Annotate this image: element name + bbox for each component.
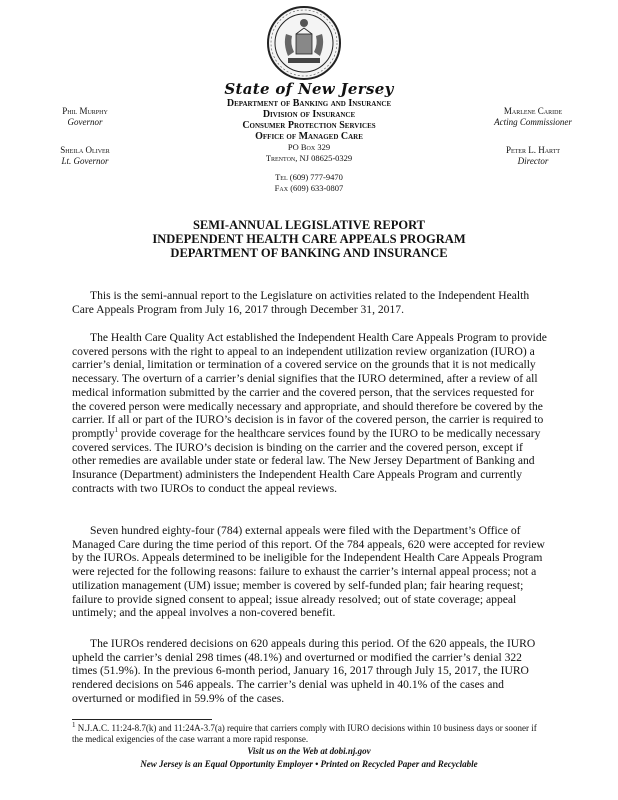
footnote bbox=[72, 723, 548, 745]
lt-governor-title: Lt. Governor bbox=[61, 156, 109, 166]
department-block bbox=[150, 98, 468, 194]
office-name: Office of Managed Care bbox=[255, 131, 363, 142]
footer-website: Visit us on the Web at dobi.nj.gov bbox=[247, 746, 371, 756]
department-name: Department of Banking and Insurance bbox=[226, 98, 392, 109]
commissioner-title: Acting Commissioner bbox=[494, 117, 572, 127]
telephone: Tel (609) 777-9470 bbox=[275, 172, 343, 182]
lt-governor-block bbox=[30, 145, 140, 167]
fax: Fax (609) 633-0807 bbox=[274, 183, 344, 193]
division-name: Division of Insurance bbox=[262, 109, 356, 120]
governor-title: Governor bbox=[67, 117, 103, 127]
footnote-divider bbox=[72, 719, 212, 720]
services-name: Consumer Protection Services bbox=[242, 120, 376, 131]
director-name: Peter L. Hartt bbox=[505, 145, 561, 155]
po-box: PO Box 329 bbox=[287, 142, 331, 152]
footer-statement: New Jersey is an Equal Opportunity Employer • Printed on Recycled Paper and Recyclable bbox=[140, 759, 478, 769]
report-title-line2: INDEPENDENT HEALTH CARE APPEALS PROGRAM bbox=[152, 232, 466, 246]
report-title-line3: DEPARTMENT OF BANKING AND INSURANCE bbox=[170, 246, 448, 260]
governor-name: Phil Murphy bbox=[62, 106, 108, 116]
paragraph-intro: This is the semi-annual report to the Legislature on activities related to the Independent Health Care Appeals Program from July 16, 2017 through December 31, 2017. bbox=[72, 289, 530, 316]
governor-block bbox=[30, 106, 140, 128]
paragraph-program-part1: The Health Care Quality Act established the Independent Health Care Appeals Program to provide covered persons with the right to appeal to an independent utilization review organization (IURO) a carrier’s denial, limitation or termination of a covered service on the grounds that it is not medically necessary. The overturn of a carrier’s denial signifies that the IURO determined, after a review of all medical information submitted by the carrier and the covered person, that the services requested for the covered person were medically necessary and appropriate, and should therefore be covered by the carrier. If all or part of the IURO’s decision is in favor of the covered person, the carrier is required to promptly bbox=[72, 331, 547, 440]
paragraph-appeals-filed: Seven hundred eighty-four (784) external appeals were filed with the Department’s Office of Managed Care during the time period of this report. Of the 784 appeals, 620 were accepted for review by the IUROs. Appeals determined to be ineligible for the Independent Health Care Appeals Program were rejected for the following reasons: failure to exhaust the carrier’s internal appeal process; not a utilization management (UM) issue; member is covered by self-funded plan; fair hearing request; failure to provide signed consent to appeal; issue already resolved; out of state coverage; appeal untimely; and the appeal involves a non-covered benefit. bbox=[72, 524, 545, 620]
report-title bbox=[0, 218, 618, 260]
state-title: State of New Jersey bbox=[224, 80, 394, 98]
commissioner-block bbox=[468, 106, 598, 128]
report-title-line1: SEMI-ANNUAL LEGISLATIVE REPORT bbox=[192, 218, 425, 232]
director-title: Director bbox=[517, 156, 549, 166]
lt-governor-name: Sheila Oliver bbox=[60, 145, 110, 155]
paragraph-program-part2: provide coverage for the healthcare services found by the IURO to be medically necessary covered services. The IURO’s decision is binding on the carrier and the covered person, except if other remedies are available under state or federal law. The New Jersey Department of Banking and Insurance (Department) administers the Independent Health Care Appeals Program and currently contracts with two IUROs to conduct the appeal reviews. bbox=[72, 426, 541, 495]
footnote-reference[interactable]: 1 bbox=[114, 426, 119, 435]
paragraph-decisions: The IUROs rendered decisions on 620 appeals during this period. Of the 620 appeals, the IURO upheld the carrier’s denial 298 times (48.1%) and overturned or modified the carrier’s denial 322 times (51.9%). In the previous 6-month period, January 16, 2017 through July 15, 2017, the IURO rendered decisions on 546 appeals. The carrier’s denial was upheld in 40.1% of the cases and overturned or modified in 59.9% of the cases. bbox=[72, 637, 536, 705]
director-block bbox=[468, 145, 598, 167]
city-line: Trenton, NJ 08625-0329 bbox=[265, 153, 353, 163]
footnote-text: N.J.A.C. 11:24-8.7(k) and 11:24A-3.7(a) require that carriers comply with IURO decisions within 10 business days or sooner if the medical exigencies of the case warrant a more rapid response. bbox=[72, 723, 537, 744]
commissioner-name: Marlene Caride bbox=[503, 106, 563, 116]
footnote-marker: 1 bbox=[72, 721, 76, 729]
state-seal-image bbox=[266, 4, 342, 82]
paragraph-program bbox=[72, 331, 548, 495]
